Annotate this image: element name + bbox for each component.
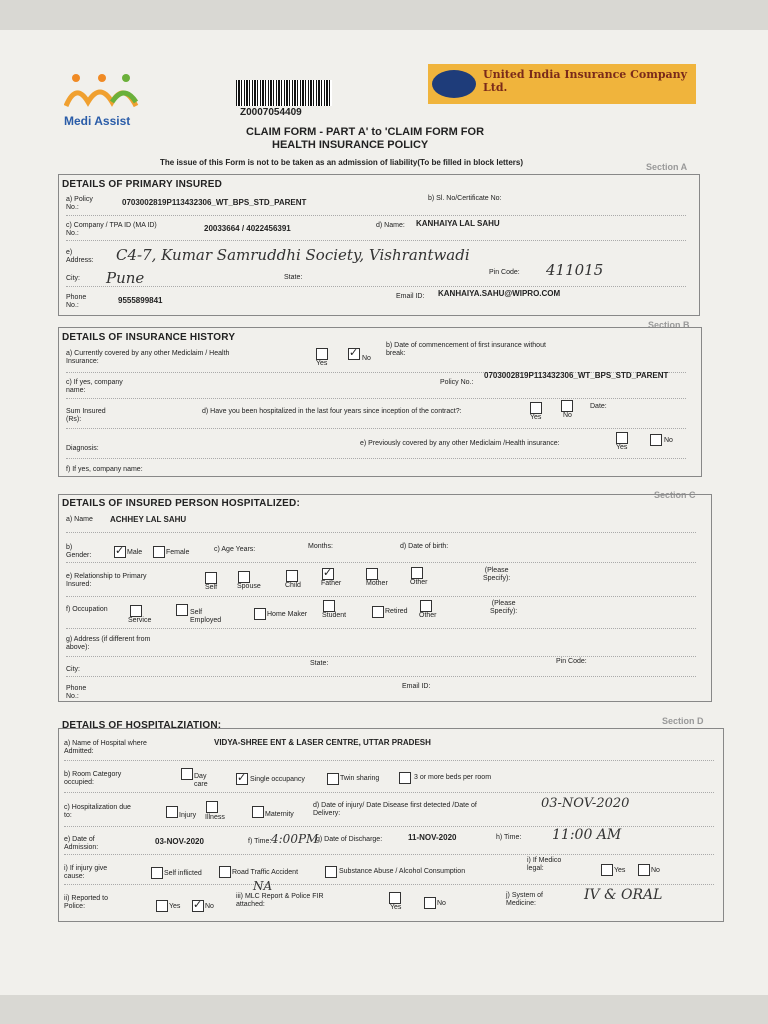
rel-spouse-checkbox[interactable] — [238, 571, 250, 583]
phone-value[interactable]: 9555899841 — [118, 296, 163, 305]
section-a-heading: DETAILS OF PRIMARY INSURED — [62, 179, 223, 190]
alt-state-label: State: — [310, 660, 329, 667]
due-maternity-label: Maternity — [265, 811, 294, 818]
rel-father-label: Father — [321, 580, 342, 587]
rel-child-label: Child — [285, 582, 301, 589]
section-c-label: Section C — [654, 490, 696, 500]
injury-cause-label: i) If injury give cause: — [64, 865, 108, 880]
alt-address-label: g) Address (if different from above): — [66, 636, 151, 651]
covered-yes-checkbox[interactable] — [316, 348, 328, 360]
occ-retired-checkbox[interactable] — [372, 606, 384, 618]
policy-no-value[interactable]: 0703002819P113432306_WT_BPS_STD_PARENT — [122, 198, 307, 207]
occupation-label: f) Occupation — [66, 606, 108, 613]
cause-substance-checkbox[interactable] — [325, 866, 337, 878]
divider — [66, 458, 686, 459]
mlc-note[interactable]: NA — [253, 879, 273, 893]
divider — [64, 792, 714, 793]
hospital-name-label: a) Name of Hospital where Admitted: — [64, 740, 147, 755]
barcode-number: Z0007054409 — [240, 107, 302, 118]
admission-date-value[interactable]: 03-NOV-2020 — [155, 837, 204, 846]
medico-no-checkbox[interactable] — [638, 864, 650, 876]
gender-male-checkbox[interactable] — [114, 546, 126, 558]
relationship-label: e) Relationship to Primary Insured: — [66, 573, 147, 588]
prev-covered-label: e) Previously covered by any other Mediclaim /Health insurance: — [360, 440, 560, 447]
covered-no-checkbox[interactable] — [348, 348, 360, 360]
discharge-time-value[interactable]: 11:00 AM — [552, 827, 622, 843]
divider — [66, 398, 686, 399]
gender-male-label: Male — [127, 549, 143, 556]
due-maternity-checkbox[interactable] — [252, 806, 264, 818]
alt-pin-label: Pin Code: — [556, 658, 587, 665]
dob-label: d) Date of birth: — [400, 543, 449, 550]
system-medicine-label: j) System of Medicine: — [506, 892, 543, 907]
occ-service-label: Service — [128, 617, 152, 624]
rel-specify-label: (Please Specify): — [483, 567, 511, 582]
occ-specify-label: (Please Specify): — [490, 600, 518, 615]
rel-mother-label: Mother — [366, 580, 388, 587]
cause-self-checkbox[interactable] — [151, 867, 163, 879]
hosp-yes-label: Yes — [530, 414, 542, 421]
hosp-due-label: c) Hospitalization due to: — [64, 804, 131, 819]
mlc-no-checkbox[interactable] — [424, 897, 436, 909]
occ-self-employed-checkbox[interactable] — [176, 604, 188, 616]
person-name-value[interactable]: ACHHEY LAL SAHU — [110, 515, 187, 524]
occ-other-label: Other — [419, 612, 437, 619]
room-three-label: 3 or more beds per room — [414, 774, 492, 781]
divider — [66, 532, 696, 533]
email-label: Email ID: — [396, 293, 425, 300]
sum-insured-label: Sum Insured (Rs): — [66, 408, 106, 423]
cause-road-label: Road Traffic Accident — [232, 869, 299, 876]
address-value[interactable]: C4-7, Kumar Samruddhi Society, Vishrantwadi — [116, 246, 470, 264]
discharge-date-label: g) Date of Discharge: — [316, 836, 383, 843]
rel-spouse-label: Spouse — [237, 583, 261, 590]
section-c-heading: DETAILS OF INSURED PERSON HOSPITALIZED: — [62, 498, 300, 509]
due-injury-label: Injury — [179, 812, 197, 819]
insurer-subtext — [483, 84, 484, 90]
police-yes-checkbox[interactable] — [156, 900, 168, 912]
hosp-yes-checkbox[interactable] — [530, 402, 542, 414]
barcode — [236, 80, 332, 106]
rel-father-checkbox[interactable] — [322, 568, 334, 580]
name-label: d) Name: — [376, 222, 405, 229]
system-medicine-value[interactable]: IV & ORAL — [584, 887, 663, 903]
divider — [66, 240, 686, 241]
discharge-date-value[interactable]: 11-NOV-2020 — [408, 833, 457, 842]
police-no-label: No — [205, 903, 214, 910]
section-d-heading: DETAILS OF HOSPITALZIATION: — [62, 720, 222, 731]
state-label: State: — [284, 274, 303, 281]
cause-substance-label: Substance Abuse / Alcohol Consumption — [339, 868, 466, 875]
occ-service-checkbox[interactable] — [130, 605, 142, 617]
company-name-label: c) If yes, company name: — [66, 379, 123, 394]
city-label: City: — [66, 275, 80, 282]
mlc-no-label: No — [437, 900, 446, 907]
insurer-name: United India Insurance Company Ltd. — [483, 68, 688, 94]
section-c-box — [58, 494, 712, 702]
occ-home-maker-checkbox[interactable] — [254, 608, 266, 620]
divider — [66, 656, 696, 657]
brand-name: Medi Assist — [64, 114, 131, 128]
divider — [64, 884, 714, 885]
city-value[interactable]: Pune — [106, 269, 145, 287]
months-label: Months: — [308, 543, 333, 550]
occ-student-checkbox[interactable] — [323, 600, 335, 612]
admission-date-label: e) Date of Admission: — [64, 836, 99, 851]
occ-home-maker-label: Home Maker — [267, 611, 308, 618]
covered-label: a) Currently covered by any other Mediclaim / Health Insurance: — [66, 350, 230, 365]
divider — [66, 286, 686, 287]
occ-other-checkbox[interactable] — [420, 600, 432, 612]
policy-value[interactable]: 0703002819P113432306_WT_BPS_STD_PARENT — [484, 371, 669, 380]
rel-mother-checkbox[interactable] — [366, 568, 378, 580]
hosp-no-checkbox[interactable] — [561, 400, 573, 412]
divider — [66, 428, 686, 429]
name-value[interactable]: KANHAIYA LAL SAHU — [416, 219, 500, 228]
mlc-label: iii) MLC Report & Police FIR attached: — [236, 893, 324, 908]
policy-no-label: a) Policy No.: — [66, 196, 93, 211]
form-notice: The issue of this Form is not to be taken as an admission of liability(To be filled in block letters) — [160, 158, 524, 167]
pin-value[interactable]: 411015 — [546, 261, 604, 279]
form-title-line1: CLAIM FORM - PART A' to 'CLAIM FORM FOR — [246, 126, 485, 138]
prev-yes-label: Yes — [616, 444, 628, 451]
policy-label: Policy No.: — [440, 379, 474, 386]
gender-female-label: Female — [166, 549, 190, 556]
alt-city-label: City: — [66, 666, 80, 673]
section-a-label: Section A — [646, 162, 688, 172]
police-label: ii) Reported to Police: — [64, 895, 108, 910]
occ-self-employed-label: Self Employed — [190, 609, 222, 624]
form-title-line2: HEALTH INSURANCE POLICY — [272, 139, 429, 151]
section-b-heading: DETAILS OF INSURANCE HISTORY — [62, 332, 236, 343]
room-category-label: b) Room Category occupied: — [64, 771, 122, 786]
rel-self-label: Self — [205, 584, 218, 591]
medico-yes-label: Yes — [614, 867, 626, 874]
gender-label: b) Gender: — [66, 544, 92, 559]
divider — [64, 760, 714, 761]
hosp-no-label: No — [563, 412, 572, 419]
alt-phone-label: Phone No.: — [66, 685, 87, 700]
section-b-label: Section B — [648, 320, 690, 330]
mlc-yes-checkbox[interactable] — [389, 892, 401, 904]
admission-time-value[interactable]: 4:00PM — [271, 832, 319, 846]
alt-email-label: Email ID: — [402, 683, 431, 690]
hospitalized-label: d) Have you been hospitalized in the last four years since inception of the contract?: — [202, 408, 462, 415]
due-injury-checkbox[interactable] — [166, 806, 178, 818]
divider — [66, 676, 696, 677]
divider — [66, 562, 696, 563]
medi-assist-logo — [64, 72, 140, 119]
diagnosis-label: Diagnosis: — [66, 445, 99, 452]
section-d-label: Section D — [662, 716, 704, 726]
medico-no-label: No — [651, 867, 660, 874]
rel-other-label: Other — [410, 579, 428, 586]
room-three-checkbox[interactable] — [399, 772, 411, 784]
rel-self-checkbox[interactable] — [205, 572, 217, 584]
medico-legal-label: i) If Medico legal: — [527, 857, 562, 872]
room-single-label: Single occupancy — [250, 776, 305, 783]
section-a-box — [58, 174, 700, 316]
insurer-logo-banner — [428, 64, 696, 104]
occ-student-label: Student — [322, 612, 347, 619]
prev-yes-checkbox[interactable] — [616, 432, 628, 444]
pin-label: Pin Code: — [489, 269, 520, 276]
covered-yes-label: Yes — [316, 360, 328, 367]
due-illness-checkbox[interactable] — [206, 801, 218, 813]
injury-date-value[interactable]: 03-NOV-2020 — [541, 796, 630, 811]
insurer-emblem-icon — [432, 70, 476, 98]
rel-child-checkbox[interactable] — [286, 570, 298, 582]
f-company-label: f) If yes, company name: — [66, 466, 143, 473]
hospital-name-value[interactable]: VIDYA-SHREE ENT & LASER CENTRE, UTTAR PRADESH — [214, 738, 431, 747]
company-tpa-label: c) Company / TPA ID (MA ID) No.: — [66, 222, 157, 237]
room-daycare-label: Day care — [194, 773, 208, 788]
room-daycare-checkbox[interactable] — [181, 768, 193, 780]
divider — [66, 215, 686, 216]
divider — [66, 596, 696, 597]
phone-label: Phone No.: — [66, 294, 87, 309]
rel-other-checkbox[interactable] — [411, 567, 423, 579]
date-label: Date: — [590, 403, 607, 410]
email-value[interactable]: KANHAIYA.SAHU@WIPRO.COM — [438, 289, 561, 298]
discharge-time-label: h) Time: — [496, 834, 522, 841]
company-tpa-value[interactable]: 20033664 / 4022456391 — [204, 224, 291, 233]
prev-no-checkbox[interactable] — [650, 434, 662, 446]
mlc-yes-label: Yes — [390, 904, 402, 911]
injury-date-label: d) Date of injury/ Date Disease first detected /Date of Delivery: — [313, 802, 477, 817]
room-twin-label: Twin sharing — [340, 775, 380, 782]
admission-time-label: f) Time: — [248, 838, 272, 845]
commence-label: b) Date of commencement of first insurance without break: — [386, 342, 546, 357]
prev-no-label: No — [664, 437, 673, 444]
gender-female-checkbox[interactable] — [153, 546, 165, 558]
address-label: e) Address: — [66, 249, 94, 264]
divider — [66, 628, 696, 629]
medico-yes-checkbox[interactable] — [601, 864, 613, 876]
covered-no-label: No — [362, 355, 371, 362]
police-yes-label: Yes — [169, 903, 181, 910]
room-twin-checkbox[interactable] — [327, 773, 339, 785]
person-name-label: a) Name — [66, 516, 93, 523]
police-no-checkbox[interactable] — [192, 900, 204, 912]
sl-no-label: b) Sl. No/Certificate No: — [428, 195, 502, 202]
age-label: c) Age Years: — [214, 546, 256, 553]
cause-road-checkbox[interactable] — [219, 866, 231, 878]
divider — [64, 854, 714, 855]
occ-retired-label: Retired — [385, 608, 408, 615]
cause-self-label: Self inflicted — [164, 870, 202, 877]
room-single-checkbox[interactable] — [236, 773, 248, 785]
due-illness-label: Illness — [205, 814, 225, 821]
